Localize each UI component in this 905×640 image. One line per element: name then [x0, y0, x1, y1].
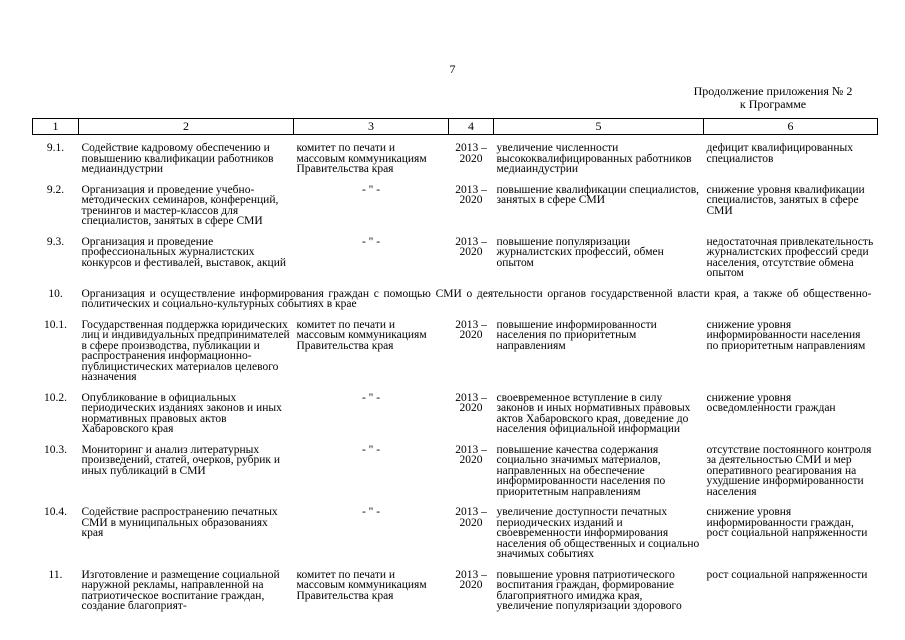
row-number: 9.2. [46, 183, 65, 196]
risk-cell: дефицит квалифицированных специалистов [706, 142, 853, 165]
period-cell: 2013 – 2020 [455, 391, 487, 414]
header-cell: 5 [494, 119, 704, 135]
appendix-line-1: Продолжение приложения № 2 [693, 84, 853, 98]
row-number: 10.2. [44, 391, 67, 404]
executor-cell: - " - [361, 183, 381, 196]
executor-cell: - " - [361, 443, 381, 456]
risk-cell: рост социальной напряженности [706, 568, 868, 581]
header-cell: 1 [33, 119, 79, 135]
table-row [33, 560, 878, 612]
executor-cell: комитет по печати и массовым коммуникациям Правительства края [296, 318, 427, 352]
table-row [33, 135, 878, 175]
result-cell: своевременное вступление в силу законов и иных нормативных правовых актов Хабаровского края, доведение до населения официальной информации [496, 391, 691, 435]
executor-cell: - " - [361, 506, 381, 518]
result-cell: увеличение численности высококвалифицированных работников медиаиндустрии [496, 142, 692, 175]
header-cell: 6 [704, 119, 878, 135]
action-cell: Организация и проведение учебно-методических семинаров, конференций, тренингов и мастер-классов для специалистов, занятых в сфере СМИ [81, 183, 279, 227]
table-row [33, 497, 878, 560]
executor-cell: комитет по печати и массовым коммуникациям Правительства края [296, 142, 427, 175]
header-cell: 2 [79, 119, 294, 135]
table-row [33, 175, 878, 227]
period-cell: 2013 – 2020 [455, 506, 487, 529]
risk-cell: снижение уровня информированности населения по приоритетным направлениям [706, 318, 866, 352]
table-row [33, 383, 878, 435]
appendix-caption [673, 85, 873, 111]
period-cell: 2013 – 2020 [455, 443, 487, 466]
action-cell: Государственная поддержка юридических лиц и индивидуальных предпринимателей в сфере производства, публикации и распространения информационно-публицистических материалов целевого назначения [81, 318, 290, 383]
executor-cell: - " - [361, 235, 381, 248]
risk-cell: отсутствие постоянного контроля за деятельностью СМИ и мер оперативного реагирования на ухудшение информированности населения [706, 443, 872, 498]
appendix-line-2: к Программе [739, 97, 807, 111]
program-table [32, 118, 878, 612]
period-cell: 2013 – 2020 [455, 235, 487, 258]
header-row [33, 119, 878, 135]
result-cell: повышение информированности населения по приоритетным направлениям [496, 318, 657, 352]
section-title: Организация и осуществление информирования граждан с помощью СМИ о деятельности органов государственной власти края, а также об общественно-политических и социально-культурных событиях в крае [81, 287, 872, 310]
executor-cell: комитет по печати и массовым коммуникациям Правительства края [296, 568, 427, 602]
action-cell: Содействие распространению печатных СМИ в муниципальных образованиях края [81, 506, 278, 539]
action-cell: Изготовление и размещение социальной наружной рекламы, направленной на патриотическое воспитание граждан, создание благоприят- [81, 568, 280, 612]
period-cell: 2013 – 2020 [455, 318, 487, 341]
result-cell: повышение уровня патриотического воспитания граждан, формирование благоприятного имиджа края, увеличение популяризации здорового [496, 568, 682, 612]
period-cell: 2013 – 2020 [455, 142, 487, 165]
header-cell: 3 [294, 119, 449, 135]
page-number: 7 [449, 62, 456, 76]
row-number: 9.3. [46, 235, 65, 248]
row-number: 11. [48, 568, 63, 581]
result-cell: повышение качества содержания социально значимых материалов, направленных на обеспечение информированности населения по приоритетным направлениям [496, 443, 666, 498]
risk-cell: снижение уровня квалификации специалистов, занятых в сфере СМИ [706, 183, 865, 217]
risk-cell: снижение уровня осведомленности граждан [706, 391, 836, 414]
row-number: 10.4. [44, 506, 67, 518]
result-cell: повышение популяризации журналистских профессий, обмен опытом [496, 235, 664, 269]
action-cell: Мониторинг и анализ литературных произведений, статей, очерков, рубрик и иных публикаций в СМИ [81, 443, 281, 477]
result-cell: повышение квалификации специалистов, занятых в сфере СМИ [496, 183, 700, 206]
row-number: 10.1. [44, 318, 67, 331]
risk-cell: снижение уровня информированности граждан, рост социальной напряженности [706, 506, 868, 539]
action-cell: Опубликование в официальных периодических изданиях законов и иных нормативных правовых актов Хабаровского края [81, 391, 282, 435]
row-number: 10. [48, 287, 63, 300]
risk-cell: недостаточная привлекательность журналистских профессий среди населения, отсутствие обмена опытом [706, 235, 874, 279]
action-cell: Организация и проведение профессиональных журналистских конкурсов и фестивалей, выставок, акций [81, 235, 287, 269]
table-row [33, 310, 878, 383]
period-cell: 2013 – 2020 [455, 568, 487, 591]
period-cell: 2013 – 2020 [455, 183, 487, 206]
table-row [33, 227, 878, 279]
header-cell: 4 [449, 119, 494, 135]
row-number: 10.3. [44, 443, 67, 456]
executor-cell: - " - [361, 391, 381, 404]
section-row [33, 279, 878, 310]
row-number: 9.1. [46, 142, 65, 154]
table-row [33, 435, 878, 498]
action-cell: Содействие кадровому обеспечению и повышению квалификации работников медиаиндустрии [81, 142, 274, 175]
result-cell: увеличение доступности печатных периодических изданий и своевременности информирования населения об общественных и социально значимых событиях [496, 506, 700, 560]
